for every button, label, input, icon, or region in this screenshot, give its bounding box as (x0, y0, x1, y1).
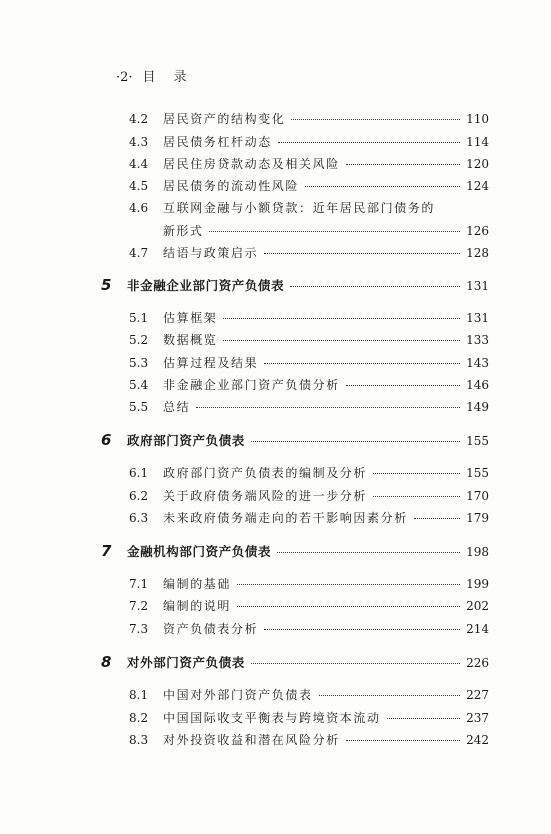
page-number: 146 (466, 378, 489, 392)
section-number: 5.2 (129, 333, 149, 347)
page-number: 114 (466, 135, 489, 149)
running-header (116, 66, 205, 85)
chapter-number: 7 (101, 542, 112, 560)
dot-leader (223, 318, 460, 319)
section-title: 未来政府债务端走向的若干影响因素分析 (163, 511, 408, 525)
section-title: 居民债务的流动性风险 (163, 179, 300, 193)
section-title: 总结 (163, 400, 191, 414)
toc-entry-6-1[interactable] (129, 464, 489, 481)
section-number: 7.3 (129, 622, 149, 636)
page-number: 133 (466, 333, 489, 347)
dot-leader (346, 164, 460, 165)
dot-leader (237, 606, 460, 607)
section-title: 估算框架 (163, 311, 218, 325)
dot-leader (373, 473, 460, 474)
toc-entry-4-7[interactable] (129, 244, 489, 261)
toc-entry-5-3[interactable] (129, 354, 489, 371)
section-title: 中国国际收支平衡表与跨境资本流动 (163, 711, 381, 725)
page-number: 126 (466, 224, 489, 238)
section-number: 4.2 (129, 112, 149, 126)
section-number: 8.3 (129, 733, 149, 747)
page-number: 124 (466, 179, 489, 193)
page-number: 237 (466, 711, 489, 725)
dot-leader (251, 663, 460, 664)
page-number: 131 (466, 279, 489, 293)
section-title: 编制的基础 (163, 577, 232, 591)
dot-leader (387, 718, 460, 719)
section-title: 结语与政策启示 (163, 246, 259, 260)
section-title: 居民住房贷款动态及相关风险 (163, 157, 340, 171)
dot-leader (223, 340, 460, 341)
section-number: 5.5 (129, 400, 149, 414)
page-number: 155 (466, 434, 489, 448)
page-number: 149 (466, 400, 489, 414)
section-number: 6.3 (129, 511, 149, 525)
toc-entry-7-1[interactable] (129, 575, 489, 592)
dot-leader (209, 231, 460, 232)
page-number: 120 (466, 157, 489, 171)
dot-leader (291, 119, 460, 120)
toc-entry-4-4[interactable] (129, 155, 489, 172)
toc-entry-4-6-cont[interactable] (163, 222, 489, 239)
dot-leader (264, 629, 460, 630)
chapter-title: 非金融企业部门资产负债表 (127, 278, 285, 293)
section-title: 居民债务杠杆动态 (163, 135, 272, 149)
header-page-number: ·2· (116, 70, 133, 85)
section-number: 5.3 (129, 356, 149, 370)
dot-leader (277, 552, 460, 553)
page-number: 128 (466, 246, 489, 260)
toc-chapter-6[interactable] (101, 431, 489, 449)
page-number: 110 (466, 112, 489, 126)
page-number: 143 (466, 356, 489, 370)
toc-entry-5-2[interactable] (129, 331, 489, 348)
toc-entry-5-1[interactable] (129, 309, 489, 326)
dot-leader (264, 363, 460, 364)
section-title: 关于政府债务端风险的进一步分析 (163, 489, 368, 503)
chapter-title: 政府部门资产负债表 (127, 433, 245, 448)
dot-leader (346, 740, 460, 741)
section-number: 4.7 (129, 246, 149, 260)
chapter-number: 8 (101, 653, 112, 671)
section-number: 8.2 (129, 711, 149, 725)
section-title: 估算过程及结果 (163, 356, 259, 370)
toc-entry-8-3[interactable] (129, 731, 489, 748)
toc-entry-4-3[interactable] (129, 133, 489, 150)
page-number: 214 (466, 622, 489, 636)
chapter-number: 5 (101, 276, 112, 294)
page-number: 131 (466, 311, 489, 325)
dot-leader (305, 186, 460, 187)
dot-leader (346, 385, 460, 386)
dot-leader (373, 496, 460, 497)
section-title: 政府部门资产负债表的编制及分析 (163, 466, 368, 480)
section-number: 4.5 (129, 179, 149, 193)
section-title: 居民资产的结构变化 (163, 112, 286, 126)
toc-entry-5-5[interactable] (129, 398, 489, 415)
toc-entry-7-3[interactable] (129, 620, 489, 637)
section-number: 6.2 (129, 489, 149, 503)
dot-leader (278, 142, 460, 143)
chapter-number: 6 (101, 431, 112, 449)
toc-entry-4-5[interactable] (129, 177, 489, 194)
section-title-line1: 互联网金融与小额贷款：近年居民部门债务的 (163, 201, 436, 215)
section-number: 4.4 (129, 157, 149, 171)
chapter-title: 对外部门资产负债表 (127, 655, 245, 670)
dot-leader (319, 695, 460, 696)
toc-entry-8-2[interactable] (129, 709, 489, 726)
section-title-line2: 新形式 (163, 224, 204, 238)
dot-leader (196, 407, 460, 408)
toc-entry-7-2[interactable] (129, 597, 489, 614)
page-number: 227 (466, 688, 489, 702)
page-number: 198 (466, 545, 489, 559)
section-number: 7.1 (129, 577, 149, 591)
toc-entry-8-1[interactable] (129, 686, 489, 703)
dot-leader (251, 441, 460, 442)
section-number: 6.1 (129, 466, 149, 480)
page-number: 202 (466, 599, 489, 613)
page-number: 170 (466, 489, 489, 503)
toc-entry-6-3[interactable] (129, 509, 489, 526)
section-number: 5.1 (129, 311, 149, 325)
section-number: 8.1 (129, 688, 149, 702)
section-title: 中国对外部门资产负债表 (163, 688, 313, 702)
toc-entry-6-2[interactable] (129, 487, 489, 504)
toc-chapter-8[interactable] (101, 653, 489, 671)
section-title: 对外投资收益和潜在风险分析 (163, 733, 340, 747)
section-title: 数据概览 (163, 333, 218, 347)
section-title: 非金融企业部门资产负债分析 (163, 378, 340, 392)
toc-entry-4-2[interactable] (129, 110, 489, 127)
section-number: 4.6 (129, 201, 149, 215)
dot-leader (237, 584, 460, 585)
section-title: 资产负债表分析 (163, 622, 259, 636)
page-number: 199 (466, 577, 489, 591)
toc-chapter-5[interactable] (101, 276, 489, 294)
dot-leader (290, 286, 460, 287)
section-number: 5.4 (129, 378, 149, 392)
section-number: 7.2 (129, 599, 149, 613)
page-number: 226 (466, 656, 489, 670)
section-title: 编制的说明 (163, 599, 232, 613)
toc-entry-5-4[interactable] (129, 376, 489, 393)
chapter-title: 金融机构部门资产负债表 (127, 544, 272, 559)
dot-leader (414, 518, 460, 519)
page-number: 155 (466, 466, 489, 480)
dot-leader (264, 253, 460, 254)
page-number: 242 (466, 733, 489, 747)
toc-chapter-7[interactable] (101, 542, 489, 560)
page-number: 179 (466, 511, 489, 525)
header-title: 目录 (142, 70, 205, 85)
toc-entry-4-6[interactable] (129, 199, 435, 216)
section-number: 4.3 (129, 135, 149, 149)
